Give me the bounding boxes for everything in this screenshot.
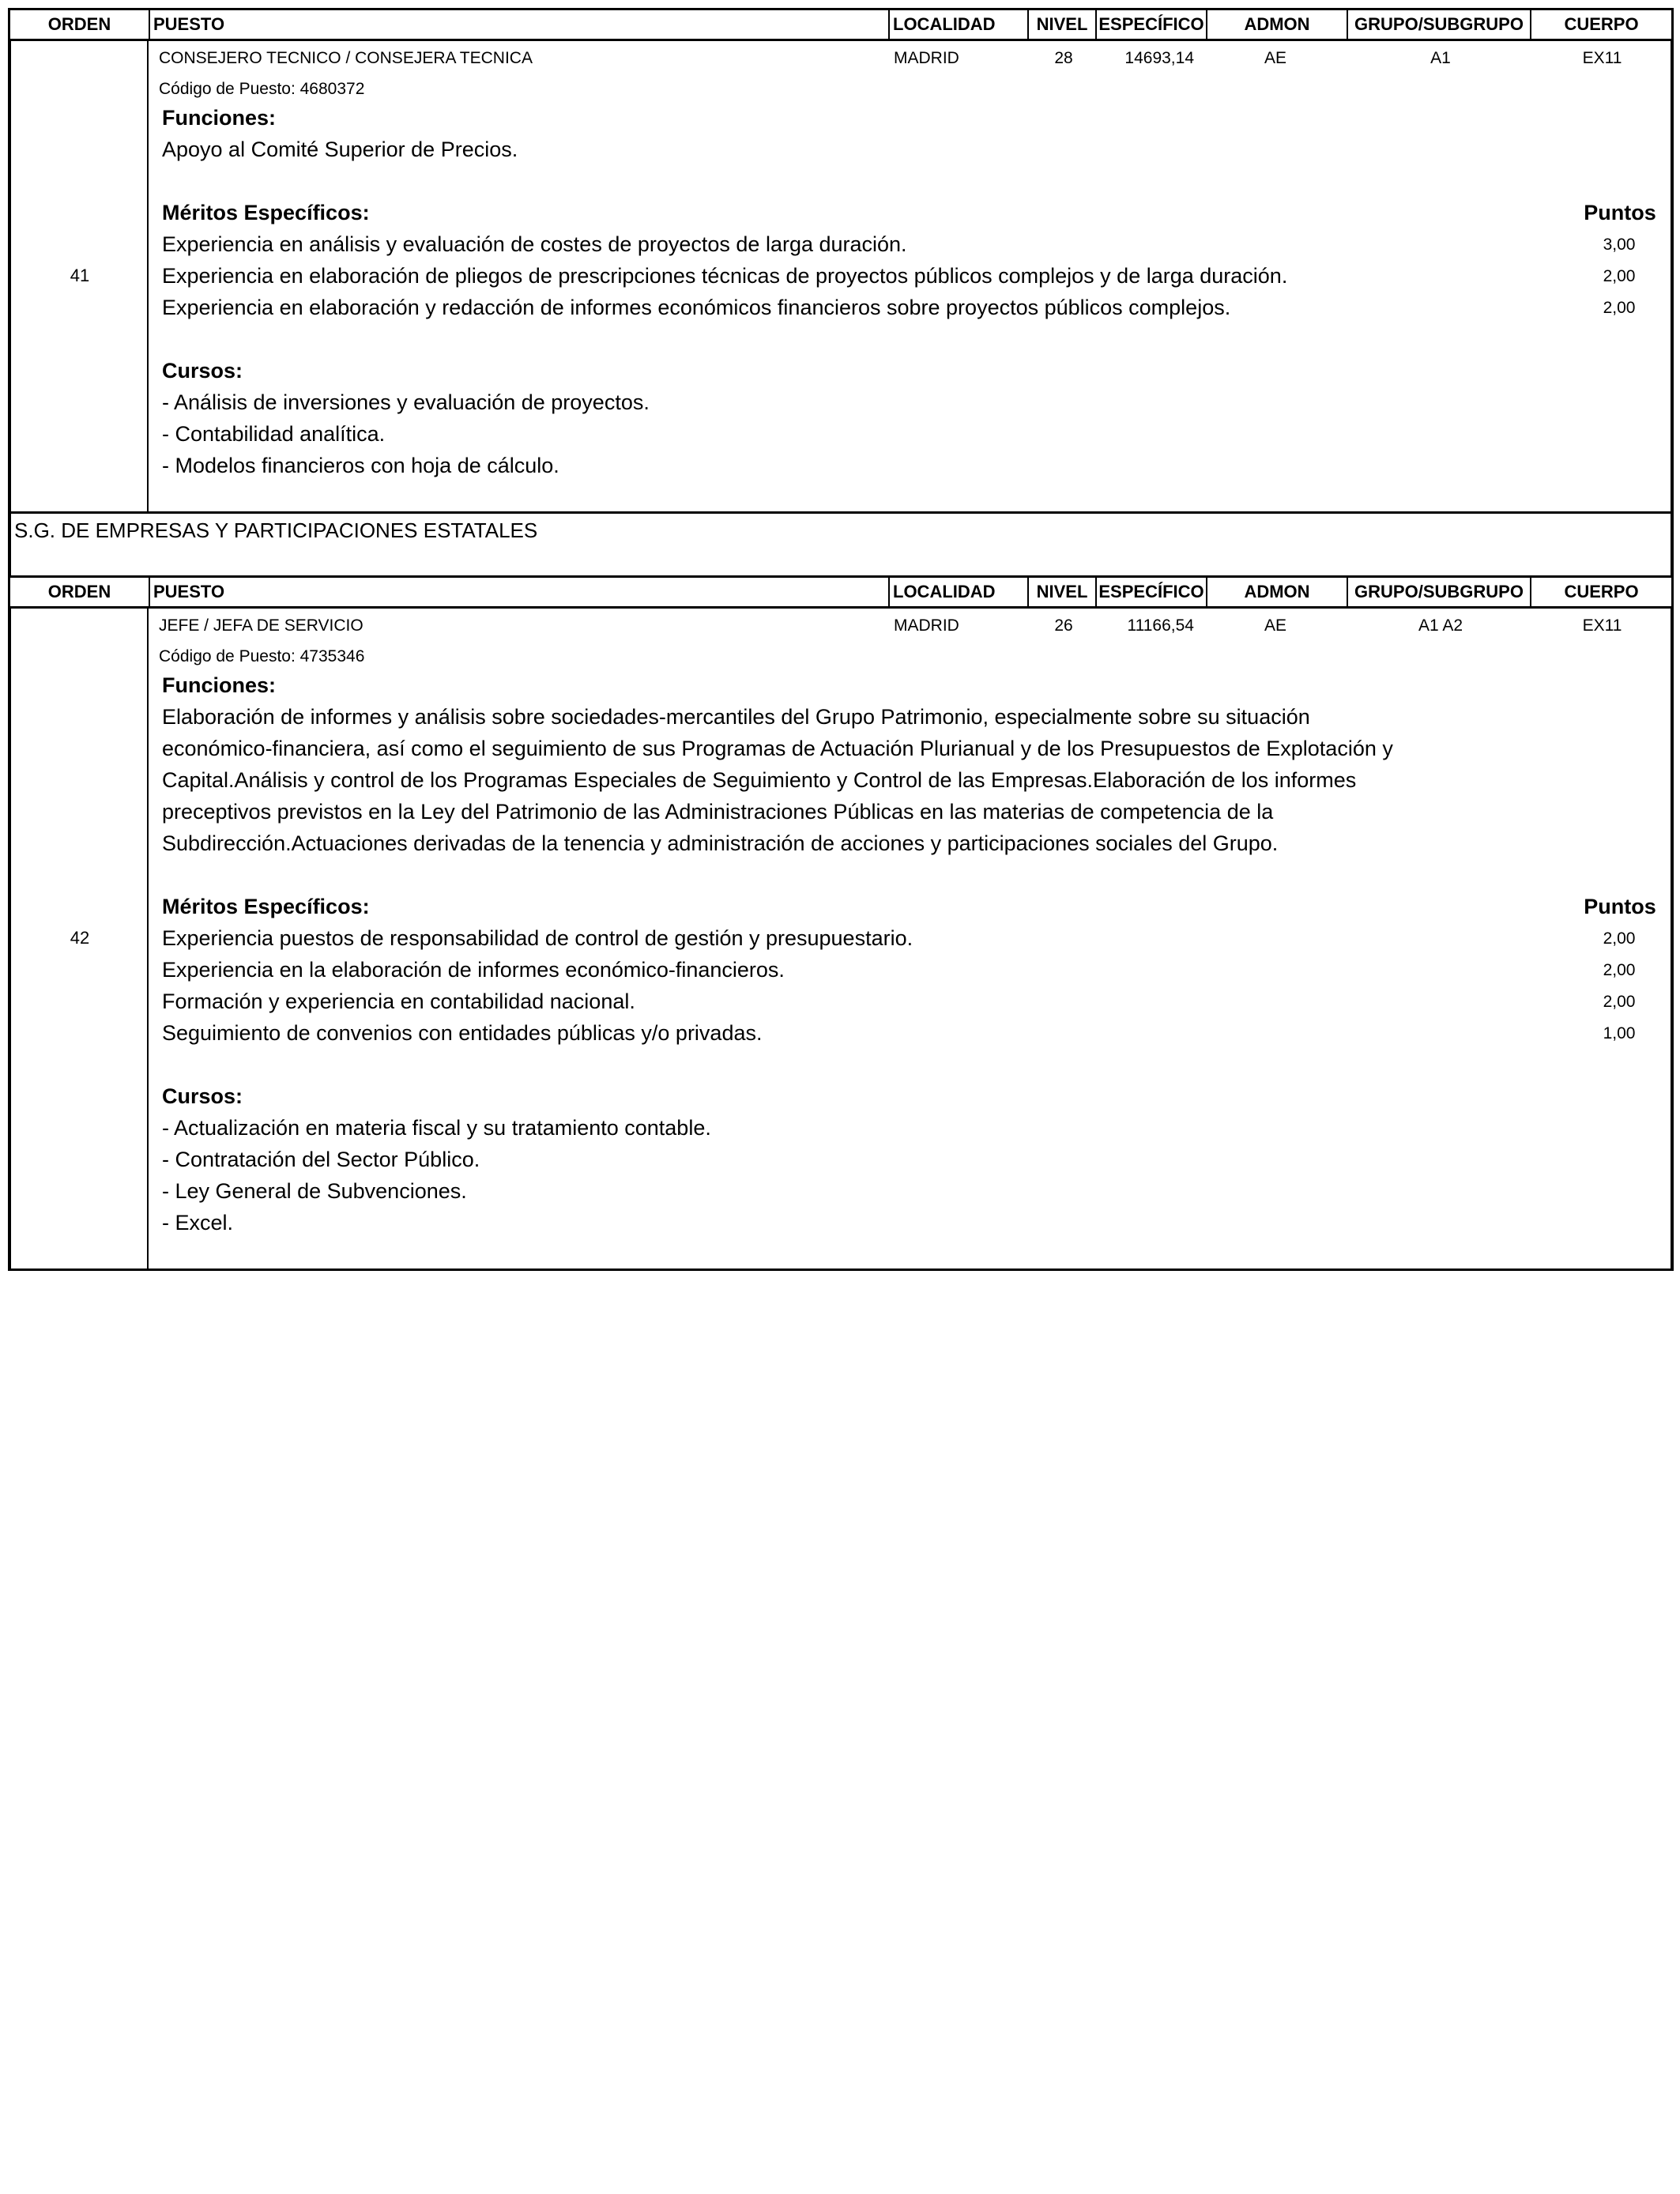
col-localidad-header: LOCALIDAD [890,10,1029,39]
nivel-value: 26 [1054,616,1073,635]
curso-item: - Excel. [162,1211,234,1235]
localidad-value: MADRID [894,49,959,67]
curso-item: - Análisis de inversiones y evaluación de proyectos. [162,390,650,414]
col-admon-header: ADMON [1207,578,1348,606]
curso-item: - Contabilidad analítica. [162,422,386,446]
orden-value: 41 [70,266,90,285]
section-title: S.G. DE EMPRESAS Y PARTICIPACIONES ESTATALES [14,518,538,542]
merito-puntos: 2,00 [1603,929,1636,948]
section-row [8,514,1674,577]
col-puesto-header: PUESTO [150,10,890,39]
merito-text: Experiencia en análisis y evaluación de costes de proyectos de larga duración. [162,232,907,256]
curso-item: - Ley General de Subvenciones. [162,1179,467,1203]
col-especifico-header: ESPECÍFICO [1097,10,1207,39]
entry-42 [8,609,1674,1271]
funciones-line: Subdirección.Actuaciones derivadas de la tenencia y administración de acciones y participaciones sociales del Grupo. [162,831,1279,855]
col-puesto-header: PUESTO [150,578,890,606]
cursos-label: Cursos: [162,359,243,383]
funciones-line: Capital.Análisis y control de los Programas Especiales de Seguimiento y Control de las Empresas.Elaboración de los informes [162,768,1357,792]
cursos-label: Cursos: [162,1084,243,1108]
localidad-value: MADRID [894,616,959,635]
col-grupo-header: GRUPO/SUBGRUPO [1348,578,1531,606]
funciones-label: Funciones: [162,673,277,697]
funciones-label: Funciones: [162,106,277,130]
col-cuerpo-header: CUERPO [1564,14,1639,34]
especifico-value: 11166,54 [1127,616,1194,635]
orden-value: 42 [70,928,90,948]
merito-puntos: 2,00 [1603,299,1636,317]
merito-puntos: 1,00 [1603,1024,1636,1042]
codigo-puesto: Código de Puesto: 4680372 [159,80,365,98]
merito-text: Experiencia puestos de responsabilidad de control de gestión y presupuestario. [162,926,913,950]
puntos-label: Puntos [1584,201,1656,224]
grupo-value: A1 [1430,49,1451,67]
col-localidad-header: LOCALIDAD [890,578,1029,606]
table-header-1 [8,8,1674,41]
nivel-value: 28 [1054,49,1073,67]
puntos-label: Puntos [1584,895,1656,918]
cuerpo-value: EX11 [1582,49,1622,67]
funciones-line: económico-financiera, así como el seguimiento de sus Programas de Actuación Plurianual y de los Presupuestos de Explotación y [162,737,1393,760]
funciones-line: preceptivos previstos en la Ley del Patrimonio de las Administraciones Públicas en las materias de competencia de la [162,800,1274,824]
col-orden-header: ORDEN [10,578,150,606]
codigo-puesto: Código de Puesto: 4735346 [159,647,365,665]
curso-item: - Actualización en materia fiscal y su tratamiento contable. [162,1116,711,1140]
puesto-value: CONSEJERO TECNICO / CONSEJERA TECNICA [159,49,533,67]
col-admon-header: ADMON [1207,10,1348,39]
merito-puntos: 2,00 [1603,267,1636,285]
entry-41 [8,41,1674,514]
cuerpo-value: EX11 [1582,616,1622,635]
meritos-label: Méritos Específicos: [162,201,370,224]
merito-text: Experiencia en la elaboración de informes económico-financieros. [162,958,785,982]
merito-text: Seguimiento de convenios con entidades públicas y/o privadas. [162,1021,763,1045]
col-nivel-header: NIVEL [1029,10,1097,39]
col-grupo-header: GRUPO/SUBGRUPO [1348,10,1531,39]
table-header-2 [8,575,1674,609]
meritos-label: Méritos Específicos: [162,895,370,918]
merito-puntos: 3,00 [1603,236,1636,254]
especifico-value: 14693,14 [1124,49,1194,67]
merito-puntos: 2,00 [1603,993,1636,1011]
funciones-line: Apoyo al Comité Superior de Precios. [162,138,518,161]
curso-item: - Contratación del Sector Público. [162,1148,480,1171]
merito-puntos: 2,00 [1603,961,1636,979]
merito-text: Formación y experiencia en contabilidad nacional. [162,990,635,1013]
merito-text: Experiencia en elaboración y redacción de informes económicos financieros sobre proyectos públicos complejos. [162,296,1231,319]
puesto-value: JEFE / JEFA DE SERVICIO [159,616,363,635]
merito-text: Experiencia en elaboración de pliegos de prescripciones técnicas de proyectos públicos complejos y de larga duración. [162,264,1288,288]
col-cuerpo-header: CUERPO [1564,582,1639,601]
grupo-value: A1 A2 [1418,616,1463,635]
admon-value: AE [1264,616,1286,635]
col-nivel-header: NIVEL [1029,578,1097,606]
curso-item: - Modelos financieros con hoja de cálculo. [162,454,559,477]
funciones-line: Elaboración de informes y análisis sobre sociedades-mercantiles del Grupo Patrimonio, especialmente sobre su situación [162,705,1310,729]
col-orden-header: ORDEN [10,10,150,39]
col-especifico-header: ESPECÍFICO [1097,578,1207,606]
admon-value: AE [1264,49,1286,67]
